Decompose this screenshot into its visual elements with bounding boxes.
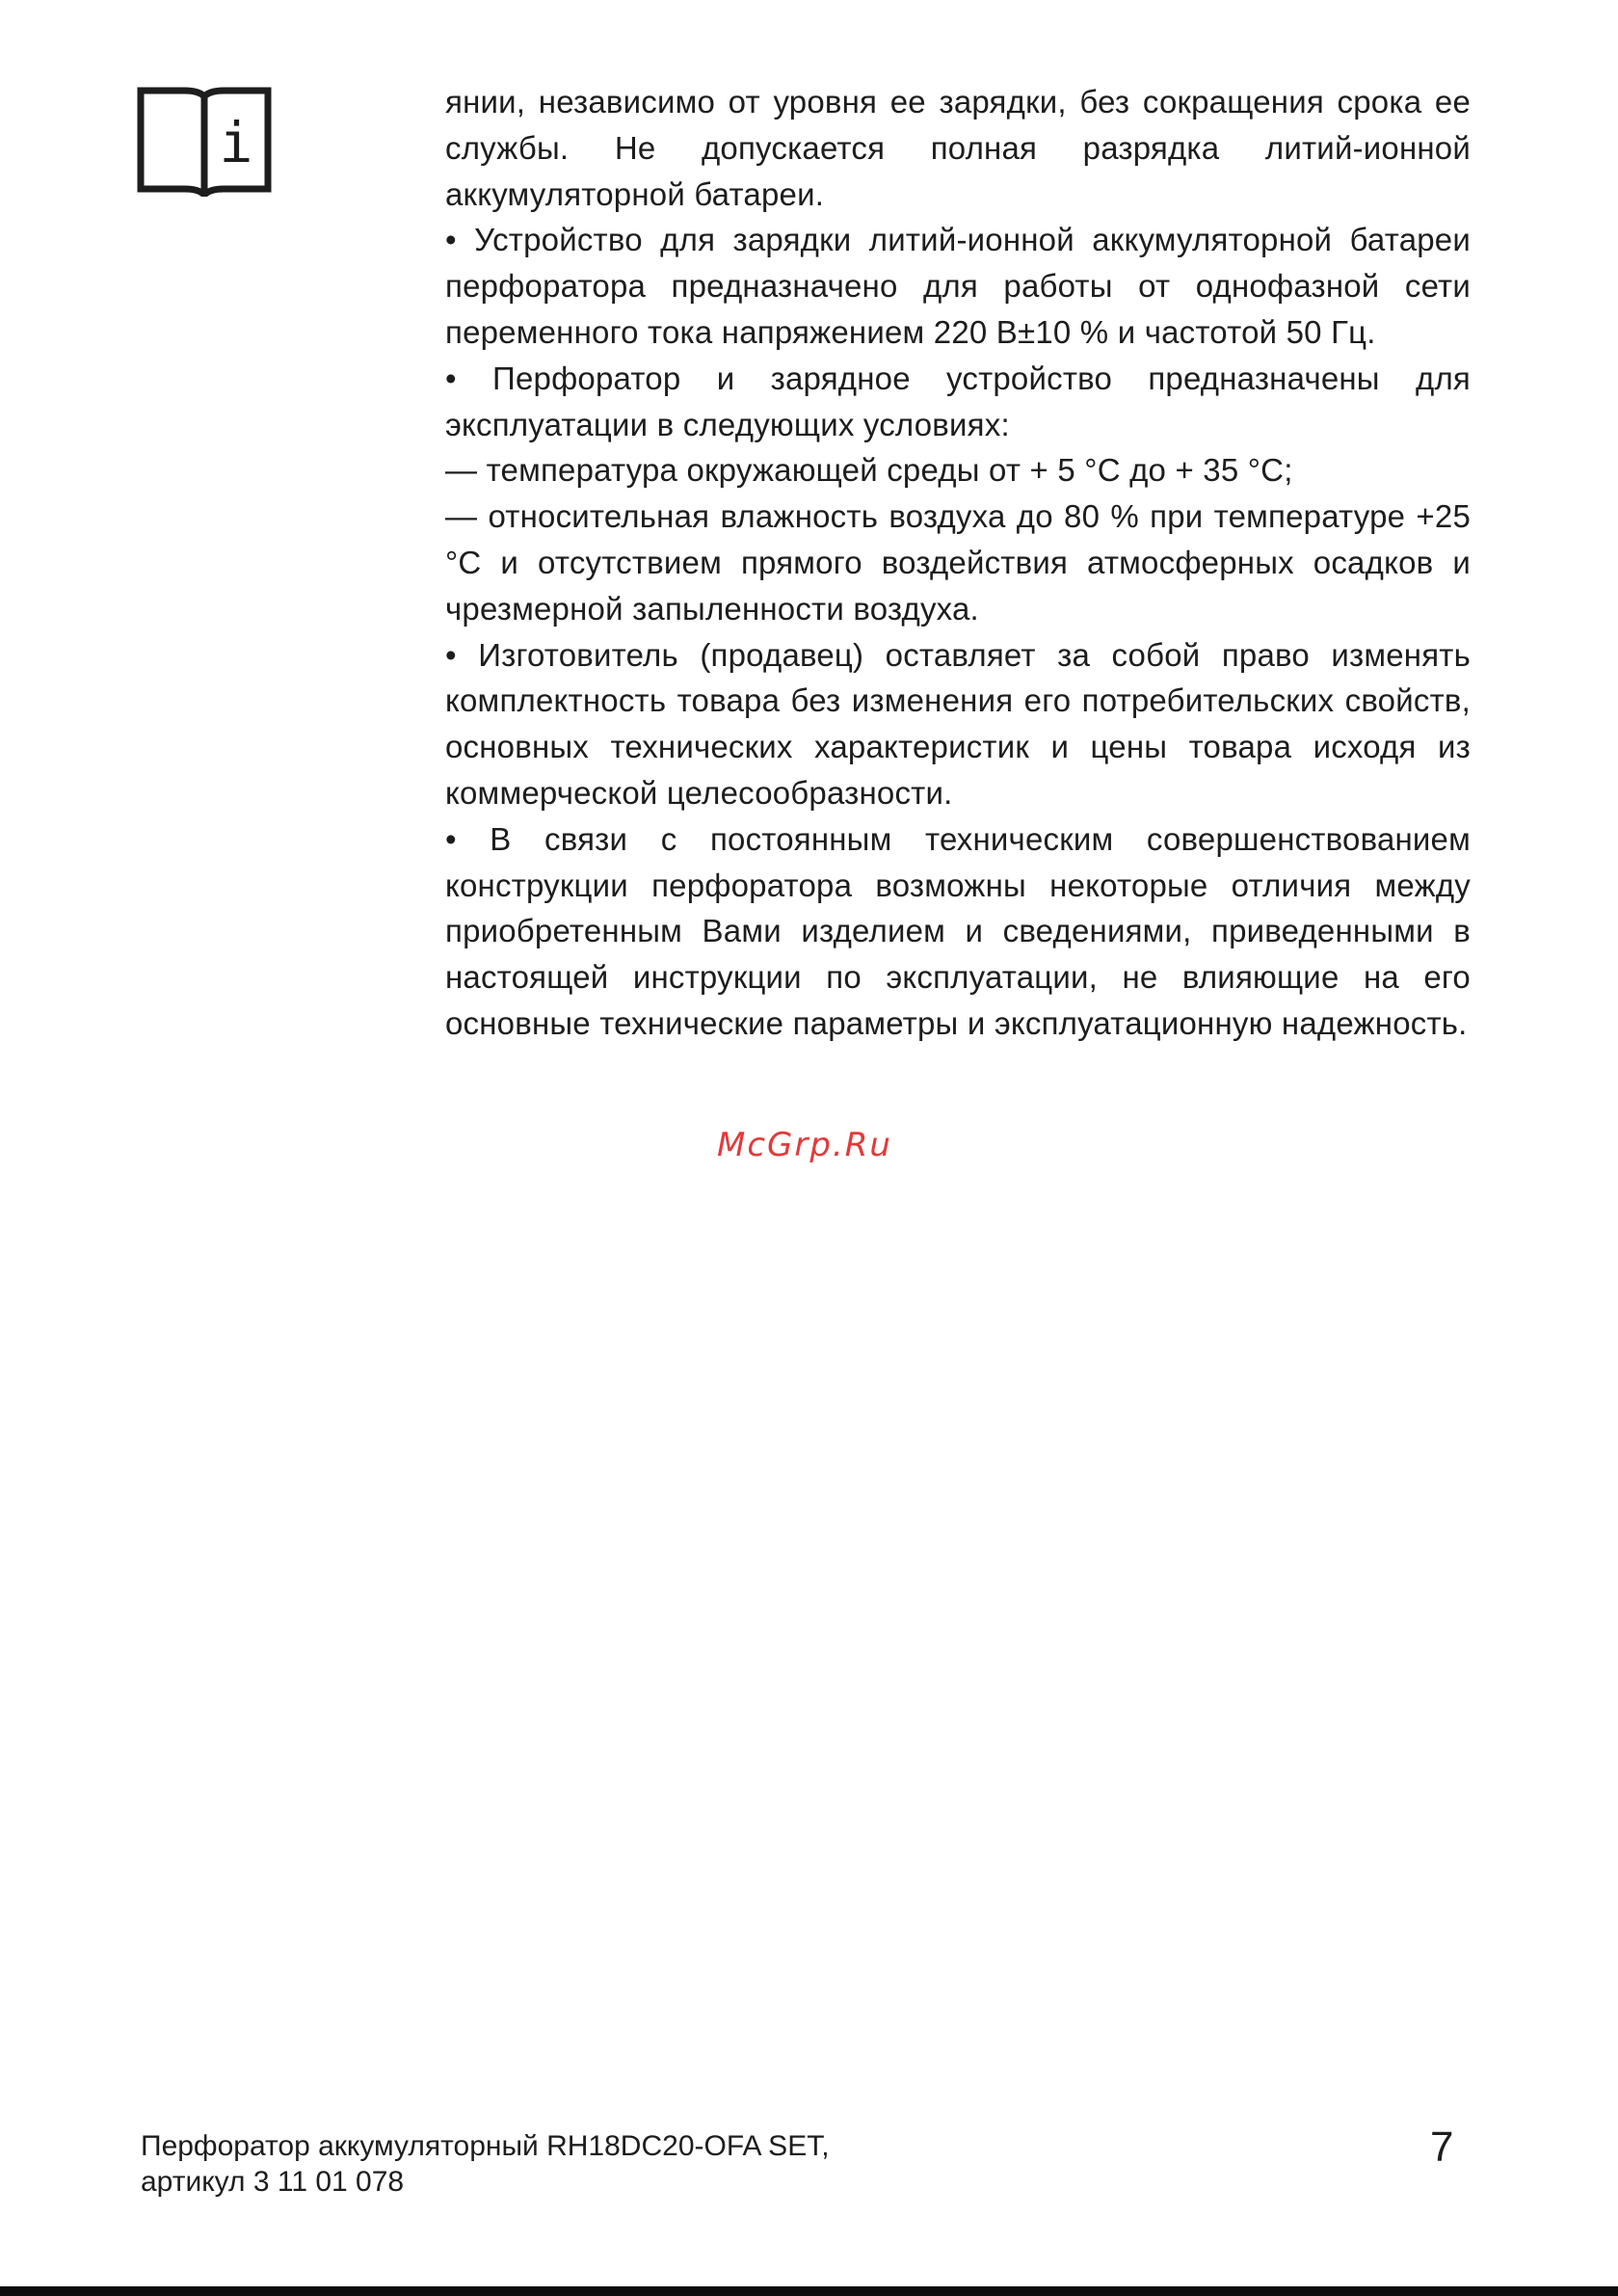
paragraph-design-improvements: • В связи с постоянным техническим совершенствованием конструкции перфоратора возможны некоторые отличия между приобретенным Вами изделием и сведениями, приведенными в настоящей инструкции по эксплуатации, не влияющие на его основные технические параметры и эксплуатационную надежность.: [445, 820, 1471, 1041]
footer-product-name: Перфоратор аккумуляторный RH18DC20-OFA SET,: [141, 2130, 830, 2162]
bottom-divider: [0, 2286, 1618, 2296]
paragraph-charger-network: • Устройство для зарядки литий-ионной аккумуляторной батареи перфоратора предназначено для работы от однофазной сети переменного тока напряжением 220 В±10 % и частотой 50 Гц.: [445, 222, 1471, 350]
footer-product-info: [141, 2128, 830, 2200]
info-manual-icon: [137, 85, 272, 197]
paragraph-operating-conditions: • Перфоратор и зарядное устройство предназначены для эксплуатации в следующих условиях:: [445, 360, 1471, 442]
paragraph-battery-care: янии, независимо от уровня ее зарядки, без сокращения срока ее службы. Не допускается полная разрядка литий-ионной аккумуляторной батареи.: [445, 84, 1471, 212]
watermark-link[interactable]: McGrp.Ru: [717, 1126, 892, 1164]
paragraph-manufacturer-rights: • Изготовитель (продавец) оставляет за собой право изменять комплектность товара без изменения его потребительских свойств, основных технических характеристик и цены товара исходя из коммерческой целесообразности.: [445, 636, 1471, 811]
body-text: [445, 79, 1471, 1047]
paragraph-humidity: — относительная влажность воздуха до 80 % при температуре +25 °С и отсутствием прямого воздействия атмосферных осадков и чрезмерной запыленности воздуха.: [445, 498, 1471, 627]
info-glyph: i: [219, 110, 253, 175]
page-number: 7: [1430, 2123, 1454, 2171]
paragraph-temperature: — температура окружающей среды от + 5 °С до + 35 °С;: [445, 452, 1293, 489]
open-book-info-icon: [137, 85, 272, 197]
footer-article-number: артикул 3 11 01 078: [141, 2166, 405, 2198]
